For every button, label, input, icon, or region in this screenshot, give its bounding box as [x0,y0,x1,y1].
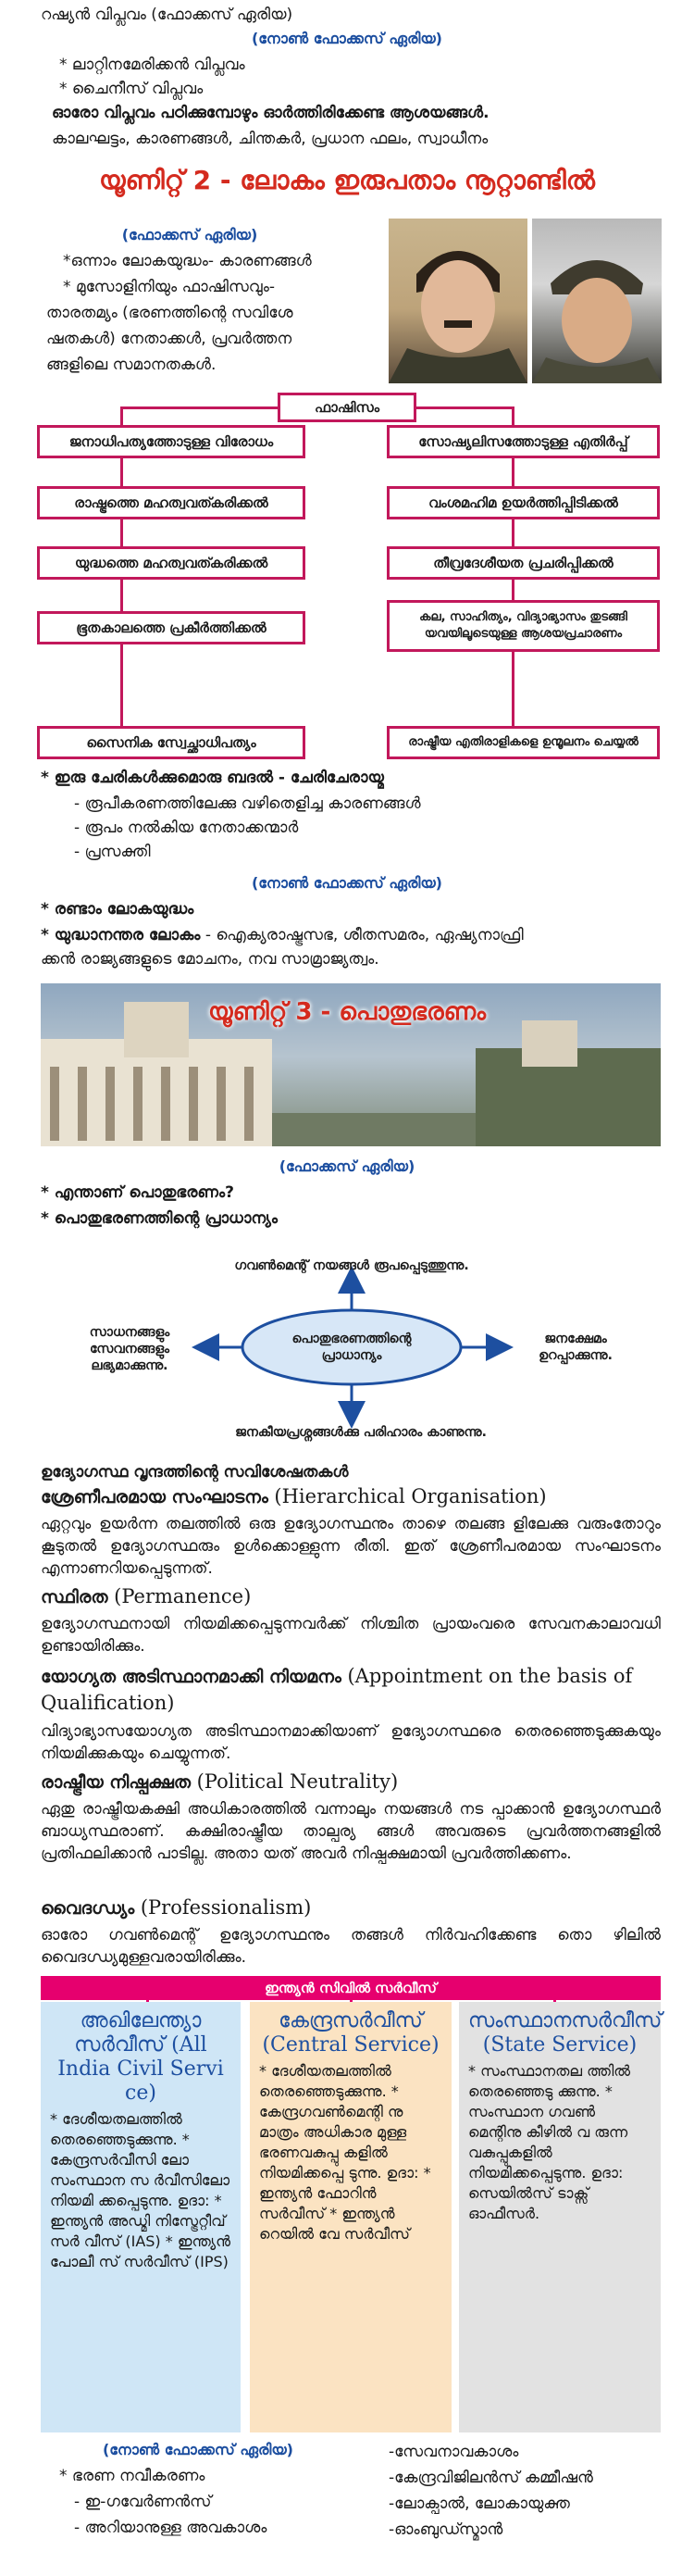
unit2-title: യൂണിറ്റ് 2 - ലോകം ഇരുപതാം നൂറ്റാണ്ടിൽ [99,165,595,195]
feature-paragraph: ഏതു രാഷ്ട്രീയകക്ഷി അധികാരത്തിൽ വന്നാലും നയങ്ങൾ നട പ്പാക്കാൻ ഉദ്യോഗസ്ഥർ ബാധ്യസ്ഥരാണ്. കക്ഷിരാഷ്ട്രീയ താല്പര്യ ങ്ങൾ അവരുടെ പ്രവർത്തനങ്ങളിൽ പ്രതിഫലിക്കാൻ പാടില്ല. അതാ യത് അവർ നിഷ്പക്ഷമായി പ്രവർത്തിക്കണം. [41,1800,661,1863]
feature-heading [41,1770,398,1793]
list-item-cont: ഷതകൾ) നേതാക്കൾ, പ്രവർത്തന [46,330,292,348]
list-item-cont: ക്കൻ രാജ്യങ്ങളുടെ മോചനം, നവ സാമ്രാജ്യത്വം. [41,950,379,969]
feature-heading [41,1485,547,1507]
bold-note: ഓരോ വിപ്ലവം പഠിക്കുമ്പോഴും ഓർത്തിരിക്കേണ്ട ആശയങ്ങൾ. [52,104,490,122]
all-india-service-column [41,2002,241,2432]
feature-heading [41,1896,311,1919]
diagram-top-label: ഗവൺമെന്റ് നയങ്ങൾ രൂപപ്പെടുത്തുന്നു. [234,1258,469,1273]
list-item: * ചൈനീസ് വിപ്ലവം [59,80,204,98]
connector [239,406,278,409]
list-item: -കേന്ദ്രവിജിലൻസ് കമ്മീഷൻ [389,2469,593,2487]
fascism-right-item: കല, സാഹിത്യം, വിദ്യാഭ്യാസം തുടങ്ങി യവയിലൂടെയുള്ള ആശയപ്രചാരണം [387,600,660,652]
fascism-left-item: സൈനിക സ്വേച്ഛാധിപത്യം [37,726,305,759]
connector [512,406,514,425]
list-item: * ലാറ്റിനമേരിക്കൻ വിപ്ലവം [59,56,245,74]
fascism-right-item: സോഷ്യലിസത്തോടുള്ള എതിർപ്പ് [387,425,660,458]
list-item: -സേവനാവകാശം [389,2443,519,2461]
nonfocus-tag: (നോൺ ഫോക്കസ് ഏരിയ) [102,2441,293,2458]
feature-heading-en: (Professionalism) [140,1896,312,1919]
note-line: കാലഘട്ടം, കാരണങ്ങൾ, ചിന്തകർ, പ്രധാന ഫലം, സ്വാധീനം [52,130,489,148]
fascism-center-box: ഫാഷിസം [278,393,416,422]
central-service-column [250,2002,452,2432]
question-item: * എന്താണ് പൊതുഭരണം? [41,1183,234,1202]
question-item: * പൊതുഭരണത്തിന്റെ പ്രാധാന്യം [41,1209,279,1228]
feature-heading-ml: യോഗ്യത അടിസ്ഥാനമാക്കി നിയമനം [41,1667,341,1687]
list-item: -ലോക്പാൽ, ലോകായുക്ത [389,2495,570,2513]
connector [120,406,123,425]
state-service-column [459,2002,661,2432]
column-title: കേന്ദ്രസർവീസ് (Central Service) [262,2009,440,2057]
list-item: *ഒന്നാം ലോകയുദ്ധം- കാരണങ്ങൾ [63,252,312,270]
list-item: - രൂപീകരണത്തിലേക്കു വഴിതെളിച്ച കാരണങ്ങൾ [74,794,421,813]
list-item: -ഓംബുഡ്സ്മാൻ [389,2520,503,2539]
diagram-left-label: സാധനങ്ങളും സേവനങ്ങളും ലഭ്യമാക്കുന്നു. [89,1325,170,1373]
list-item: - പ്രസക്തി [74,843,151,861]
feature-heading-ml: സ്ഥിരത [41,1587,108,1607]
list-item-cont: ങ്ങളിലെ സമാനതകൾ. [46,356,217,374]
feature-paragraph: ഏറ്റവും ഉയർന്ന തലത്തിൽ ഒരു ഉദ്യോഗസ്ഥനും താഴെ തലങ്ങ ളിലേക്കു വരുംതോറും കൂടുതൽ ഉദ്യോഗസ്ഥരും ഉൾക്കൊള്ളുന്ന രീതി. ഇത് ശ്രേണീപരമായ സംഘാടനം എന്നാണറിയപ്പെടുന്നത്. [41,1515,661,1578]
list-item: * ഭരണ നവീകരണം [59,2467,205,2485]
diagram-bottom-label: ജനകീയപ്രശ്നങ്ങൾക്കു പരിഹാരം കാണുന്നു. [235,1425,487,1440]
feature-heading [41,1585,251,1607]
list-item [41,924,524,946]
fascism-left-item: രാഷ്ട്രത്തെ മഹത്വവത്കരിക്കൽ [37,486,305,519]
column-title: അഖിലേന്ത്യാ സർവീസ് (All India Civil Servi ce) [57,2009,224,2105]
feature-heading-en: (Appointment on the basis of Qualification) [41,1665,633,1714]
list-item-strong: * യുദ്ധാനന്തര ലോകം [41,926,201,944]
feature-heading-ml: വൈദഗ്ധ്യം [41,1898,135,1919]
portrait-image-right [532,219,662,383]
unit3-title: യൂണിറ്റ് 3 - പൊതുഭരണം [208,998,486,1026]
focus-tag: (ഫോക്കസ് ഏരിയ) [121,226,258,244]
list-item: * മുസോളിനിയും ഫാഷിസവും- [63,278,275,296]
feature-paragraph: ഉദ്യോഗസ്ഥനായി നിയമിക്കപ്പെടുന്നവർക്ക് നിശ്ചിത പ്രായംവരെ സേവനകാലാവധി ഉണ്ടായിരിക്കും. [41,1615,661,1656]
fascism-left-item: യുദ്ധത്തെ മഹത്വവത്കരിക്കൽ [37,546,305,580]
section-heading: ഉദ്യോഗസ്ഥ വൃന്ദത്തിന്റെ സവിശേഷതകൾ [41,1463,349,1482]
fascism-right-item: വംശമഹിമ ഉയർത്തിപ്പിടിക്കൽ [387,486,660,519]
feature-heading-ml: രാഷ്ട്രീയ നിഷ്പക്ഷത [41,1772,191,1793]
diagram-right-label: ജനക്ഷേമം ഉറപ്പാക്കുന്നു. [539,1332,613,1363]
feature-heading [41,1663,670,1717]
nonfocus-tag: (നോൺ ഫോക്കസ് ഏരിയ) [251,874,442,892]
list-item-rest: - ഐക്യരാഷ്ട്രസഭ, ശീതസമരം, ഏഷ്യനാഫ്രി [200,926,524,944]
fascism-right-item: തീവ്രദേശീയത പ്രചരിപ്പിക്കൽ [387,546,660,580]
fascism-left-item: ഭൂതകാലത്തെ പ്രകീർത്തിക്കൽ [37,611,305,644]
nonfocus-tag: (നോൺ ഫോക്കസ് ഏരിയ) [251,30,442,47]
fascism-left-item: ജനാധിപത്യത്തോടുള്ള വിരോധം [37,425,305,458]
list-item: - രൂപം നൽകിയ നേതാക്കന്മാർ [74,819,299,837]
list-item: - അറിയാനുള്ള അവകാശം [74,2519,267,2537]
feature-heading-en: (Political Neutrality) [196,1770,399,1793]
feature-paragraph: ഓരോ ഗവൺമെന്റ് ഉദ്യോഗസ്ഥനും തങ്ങൾ നിർവഹിക്കേണ്ട തൊ ഴിലിൽ വൈദഗ്ധ്യമുള്ളവരായിരിക്കും. [41,1926,661,1967]
list-item: - ഇ-ഗവേർണൻസ് [74,2493,212,2511]
feature-heading-en: (Hierarchical Organisation) [274,1485,547,1507]
feature-heading-en: (Permanence) [114,1585,252,1607]
column-body: * സംസ്ഥാനതല ത്തിൽ തെരഞ്ഞെടു ക്കുന്നു. * സംസ്ഥാന ഗവൺ മെന്റിനു കീഴിൽ വ രുന്ന വകുപ്പുകളിൽ നിയമിക്കപ്പെടുന്നു. ഉദാ: സെയിൽസ് ടാക്സ് ഓഫീസർ. [468,2062,631,2222]
fascism-right-item: രാഷ്ട്രീയ എതിരാളികളെ ഉന്മൂലനം ചെയ്യൽ [387,726,660,759]
focus-tag: (ഫോക്കസ് ഏരിയ) [279,1157,415,1175]
portrait-image-left [389,219,527,383]
column-body: * ദേശീയതലത്തിൽ തെരഞ്ഞെടുക്കുന്നു. * കേന്ദ്രഗവൺമെന്റി നു മാത്രം അധികാര മുള്ള ഭരണവകുപ്പു കളിൽ നിയമിക്കപ്പെ ടുന്നു. ഉദാ: * ഇന്ത്യൻ ഫോറിൻ സർവീസ് * ഇന്ത്യൻ റെയിൽ വേ സർവീസ് [259,2062,431,2243]
diagram-center-label: പൊതുഭരണത്തിന്റെ പ്രാധാന്യം [291,1332,412,1363]
civil-service-banner: ഇന്ത്യൻ സിവിൽ സർവീസ് [41,1976,661,2000]
list-item-cont: താരതമ്യം (ഭരണത്തിന്റെ സവിശേ [46,304,293,322]
list-heading: * ഇരു ചേരികൾക്കുമൊരു ബദൽ - ചേരിചേരായ്മ [41,769,384,787]
feature-paragraph: വിദ്യാഭ്യാസയോഗ്യത അടിസ്ഥാനമാക്കിയാണ് ഉദ്യോഗസ്ഥരെ തെരഞ്ഞെടുക്കുകയും നിയമിക്കുകയും ചെയ്യുന്നത്. [41,1722,661,1763]
list-item: * രണ്ടാം ലോകയുദ്ധം [41,900,194,919]
column-title: സംസ്ഥാനസർവീസ് (State Service) [468,2009,663,2057]
section-title-russian-revolution: റഷ്യൻ വിപ്ലവം (ഫോക്കസ് ഏരിയ) [41,6,293,24]
column-body: * ദേശീയതലത്തിൽ തെരഞ്ഞെടുക്കുന്നു. * കേന്ദ്രസർവീസി ലോ സംസ്ഥാന സ ർവീസിലോ നിയമി ക്കപ്പെടുന്നു. ഉദാ: * ഇന്ത്യൻ അഡ്മി നിസ്ട്രേറ്റീവ് സർ വീസ് (IAS) * ഇന്ത്യൻ പോലീ സ് സർവീസ് (IPS) [50,2110,231,2270]
feature-heading-ml: ശ്രേണീപരമായ സംഘാടനം [41,1487,268,1507]
